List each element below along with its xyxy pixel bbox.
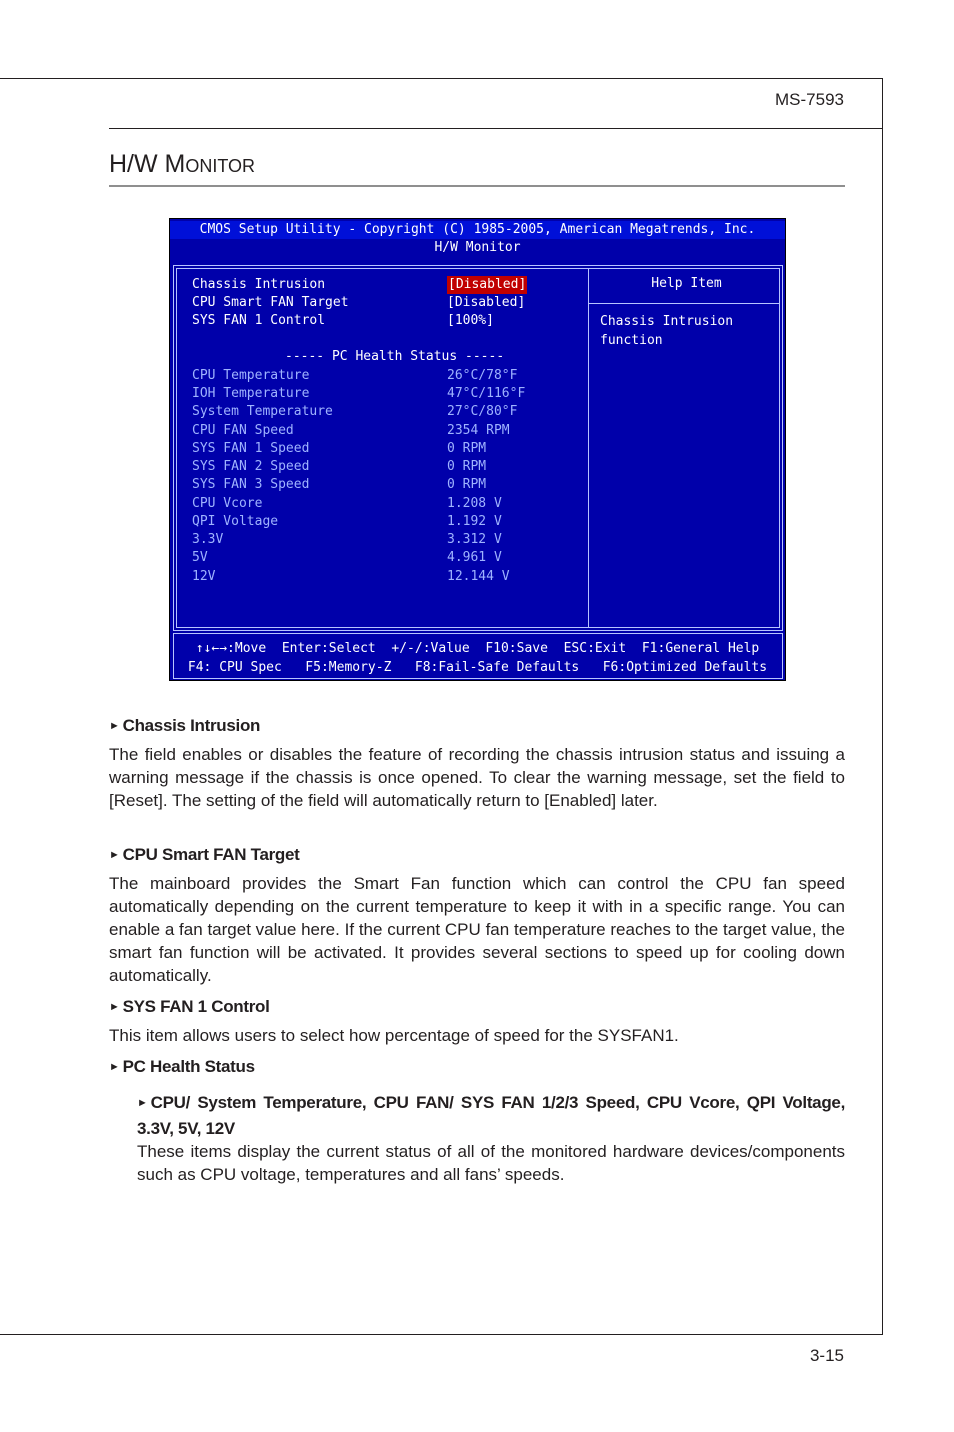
section-heading-text: SYS FAN 1 Control [122, 997, 270, 1016]
bios-footer-keys-1: ↑↓←→:Move Enter:Select +/-/:Value F10:Save ESC:Exit F1:General Help [195, 641, 760, 656]
health-label: CPU Temperature [192, 368, 310, 383]
health-value: 27°C/80°F [447, 404, 518, 419]
bios-footer-keys-2: F4: CPU Spec F5:Memory-Z F8:Fail-Safe Defaults F6:Optimized Defaults [187, 660, 768, 675]
help-title-divider [588, 303, 779, 304]
health-value: 4.961 V [447, 550, 502, 565]
bullet-triangle-icon: ► [109, 1001, 120, 1013]
health-label: 12V [192, 569, 216, 584]
health-label: SYS FAN 2 Speed [192, 459, 310, 474]
section-heading-text: CPU Smart FAN Target [122, 845, 300, 864]
subsection-heading-text: CPU/ System Temperature, CPU FAN/ SYS FAN 1/2/3 Speed, CPU Vcore, QPI Voltage, 3.3V, 5V, 12V [137, 1093, 845, 1138]
health-label: SYS FAN 3 Speed [192, 477, 310, 492]
help-item-title: Help Item [651, 276, 722, 291]
health-label: 3.3V [192, 532, 224, 547]
bottom-rule [0, 1334, 883, 1335]
right-margin-rule [882, 78, 883, 1334]
health-value: 1.192 V [447, 514, 502, 529]
health-value: 47°C/116°F [447, 386, 526, 401]
bullet-triangle-icon: ► [109, 849, 120, 861]
health-value: 1.208 V [447, 496, 502, 511]
health-label: CPU FAN Speed [192, 423, 294, 438]
model-number: MS-7593 [775, 90, 844, 109]
section-heading-text: PC Health Status [122, 1057, 255, 1076]
bios-screen-title: H/W Monitor [434, 240, 521, 255]
health-label: SYS FAN 1 Speed [192, 441, 310, 456]
bullet-triangle-icon: ► [137, 1097, 148, 1109]
health-label: QPI Voltage [192, 514, 279, 529]
bullet-triangle-icon: ► [109, 720, 120, 732]
health-label: 5V [192, 550, 208, 565]
health-value: 12.144 V [447, 569, 510, 584]
setting-sys-fan1-control-value[interactable]: [100%] [447, 313, 494, 328]
setting-chassis-intrusion-label: Chassis Intrusion [192, 277, 326, 292]
section-text-sys-fan1: This item allows users to select how percentage of speed for the SYSFAN1. [109, 1026, 679, 1045]
health-label: IOH Temperature [192, 386, 310, 401]
help-item-text: Chassis Intrusion function [600, 314, 734, 348]
pc-health-heading: ----- PC Health Status ----- [285, 349, 505, 364]
section-heading-text: Chassis Intrusion [122, 716, 261, 735]
health-value: 3.312 V [447, 532, 502, 547]
section-text-pc-health: These items display the current status of all of the monitored hardware devices/components such as CPU voltage, temperatures and all fans’ speeds. [137, 1142, 845, 1184]
subsection-heading-health-items [137, 1091, 845, 1140]
top-rule [0, 78, 883, 79]
health-value: 0 RPM [447, 477, 487, 492]
section-heading-sys-fan1 [109, 997, 270, 1017]
page-number: 3-15 [809, 1346, 844, 1365]
header-rule [109, 128, 883, 129]
health-value: 2354 RPM [447, 423, 510, 438]
section-heading-cpu-smart-fan [109, 845, 300, 865]
bios-copyright: CMOS Setup Utility - Copyright (C) 1985-2005, American Megatrends, Inc. [170, 221, 785, 239]
health-label: CPU Vcore [192, 496, 263, 511]
health-label: System Temperature [192, 404, 333, 419]
title-underline [109, 185, 845, 187]
section-text-cpu-smart-fan: The mainboard provides the Smart Fan function which can control the CPU fan speed automatically depending on the current temperature to keep it with in a specific range. You can enable a fan target value here. If the current CPU fan temperature reaches to the target value, the smart fan function will be activated. It provides several sections to speed up for cooling down automatically. [109, 874, 845, 985]
section-heading-chassis-intrusion [109, 716, 260, 736]
setting-cpu-smart-fan-label: CPU Smart FAN Target [192, 295, 349, 310]
health-value: 26°C/78°F [447, 368, 518, 383]
page-title: H/W Monitor [109, 150, 256, 178]
setting-sys-fan1-control-label: SYS FAN 1 Control [192, 313, 326, 328]
setting-cpu-smart-fan-value[interactable]: [Disabled] [447, 295, 526, 310]
bullet-triangle-icon: ► [109, 1061, 120, 1073]
section-text-chassis-intrusion: The field enables or disables the feature of recording the chassis intrusion status and issuing a warning message if the chassis is once opened. To clear the warning message, set the field to [Reset]. The setting of the field will automatically return to [Enabled] later. [109, 745, 845, 810]
setting-chassis-intrusion-value[interactable]: [Disabled] [448, 277, 527, 292]
bios-screen [169, 218, 786, 681]
help-divider [588, 268, 589, 627]
health-value: 0 RPM [447, 441, 487, 456]
section-heading-pc-health [109, 1057, 255, 1077]
health-value: 0 RPM [447, 459, 487, 474]
